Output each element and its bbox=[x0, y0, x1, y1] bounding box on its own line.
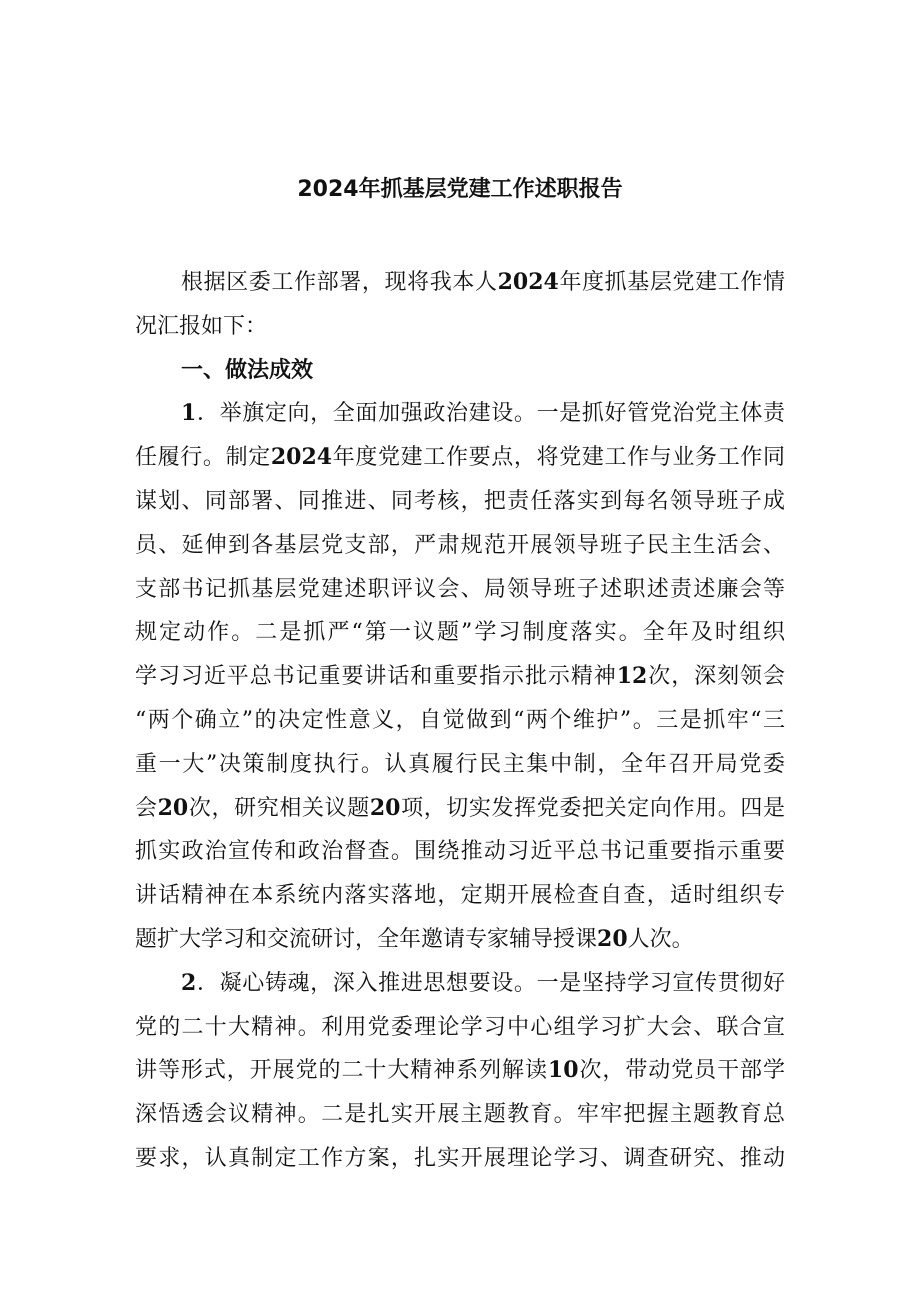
paragraph-line: 况汇报如下： bbox=[135, 313, 268, 339]
document-body bbox=[135, 261, 785, 1181]
paragraph-line: 支部书记抓基层党建述职评议会、局领导班子述职述责述廉会等 bbox=[135, 576, 785, 602]
paragraph-line: 规定动作。二是抓严“第一议题”学习制度落实。全年及时组织 bbox=[135, 620, 785, 646]
paragraph-line: 1．举旗定向，全面加强政治建设。一是抓好管党治党主体责 bbox=[181, 400, 785, 427]
paragraph-line: 讲话精神在本系统内落实落地，定期开展检查自查，适时组织专 bbox=[135, 883, 785, 909]
item-1-paragraph bbox=[135, 392, 785, 961]
paragraph-line: 会20次，研究相关议题20项，切实发挥党委把关定向作用。四是 bbox=[135, 794, 785, 821]
document-title: 2024年抓基层党建工作述职报告 bbox=[297, 177, 623, 202]
paragraph-line: 题扩大学习和交流研讨，全年邀请专家辅导授课20人次。 bbox=[135, 925, 694, 952]
paragraph-line: 2．凝心铸魂，深入推进思想要设。一是坚持学习宣传贯彻好 bbox=[181, 969, 785, 996]
paragraph-line: 谋划、同部署、同推进、同考核，把责任落实到每名领导班子成 bbox=[135, 488, 785, 514]
paragraph-line: 学习习近平总书记重要讲话和重要指示批示精神12次，深刻领会 bbox=[135, 663, 785, 690]
paragraph-line: 任履行。制定2024年度党建工作要点，将党建工作与业务工作同 bbox=[135, 444, 785, 471]
intro-paragraph bbox=[135, 261, 785, 349]
paragraph-line: 讲等形式，开展党的二十大精神系列解读10次，带动党员干部学 bbox=[135, 1057, 785, 1084]
paragraph-line: 深悟透会议精神。二是扎实开展主题教育。牢牢把握主题教育总 bbox=[135, 1102, 785, 1128]
paragraph-line: 根据区委工作部署，现将我本人2024年度抓基层党建工作情 bbox=[181, 269, 785, 295]
paragraph-line: 党的二十大精神。利用党委理论学习中心组学习扩大会、联合宣 bbox=[135, 1014, 785, 1040]
paragraph-line: 员、延伸到各基层党支部，严肃规范开展领导班子民主生活会、 bbox=[135, 532, 785, 558]
paragraph-line: 要求，认真制定工作方案，扎实开展理论学习、调查研究、推动 bbox=[135, 1145, 785, 1171]
paragraph-line: 重一大”决策制度执行。认真履行民主集中制，全年召开局党委 bbox=[135, 751, 785, 777]
item-2-paragraph bbox=[135, 962, 785, 1181]
paragraph-line: “两个确立”的决定性意义，自觉做到“两个维护”。三是抓牢“三 bbox=[135, 707, 785, 733]
paragraph-line: 抓实政治宣传和政治督查。围绕推动习近平总书记重要指示重要 bbox=[135, 839, 785, 865]
section-heading: 一、做法成效 bbox=[181, 357, 314, 383]
